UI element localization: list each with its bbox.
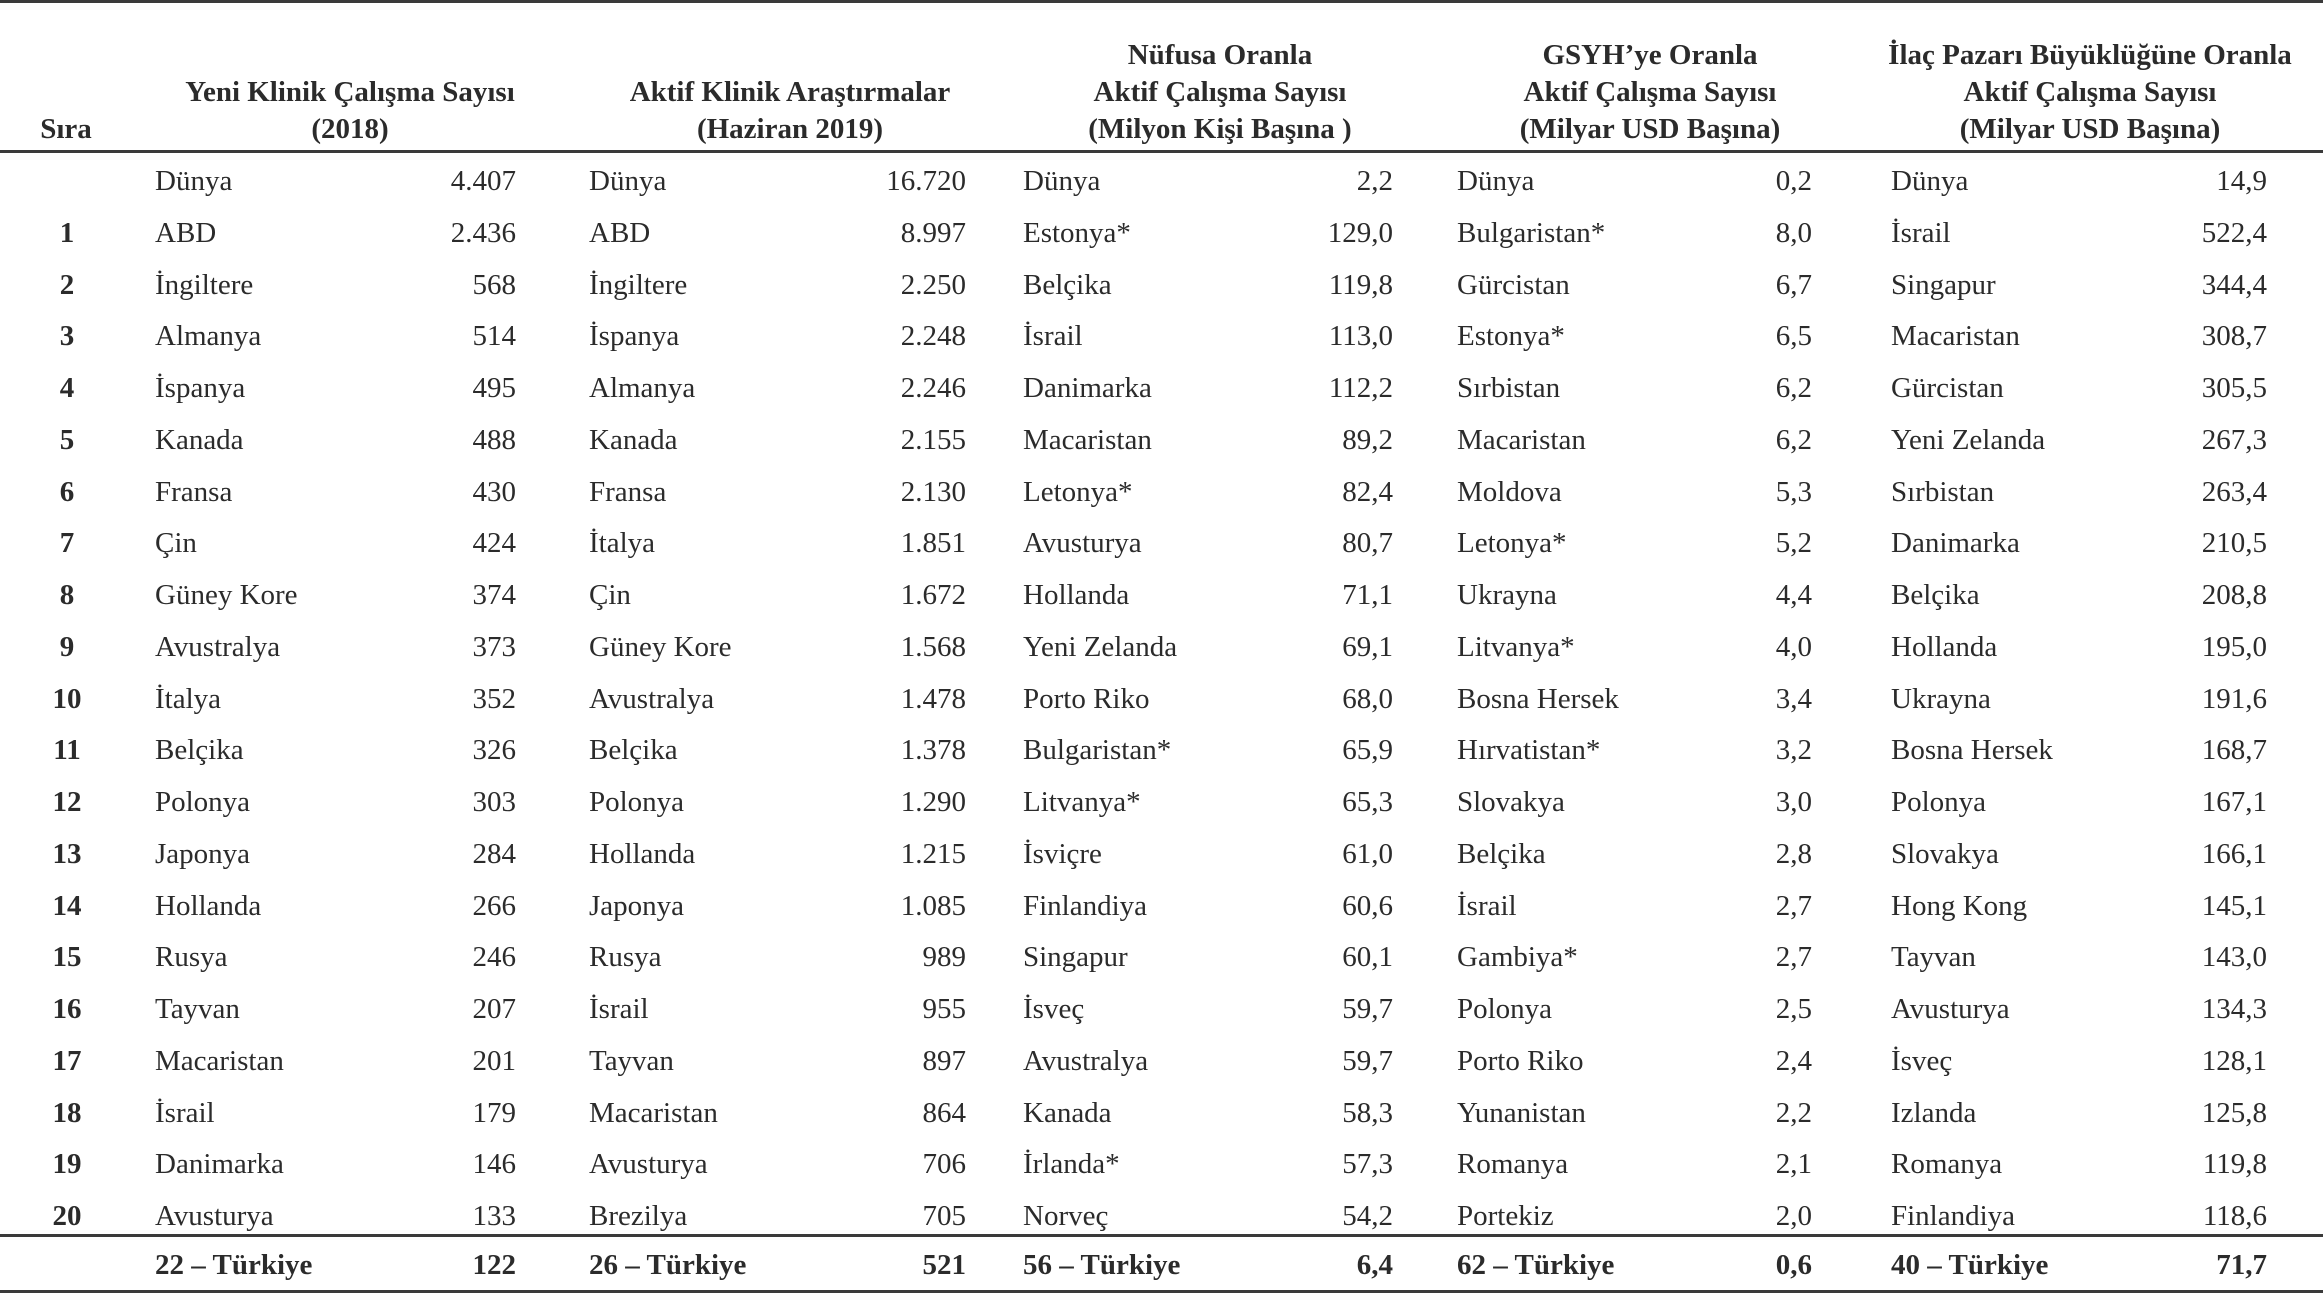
country-name: Brezilya (589, 1200, 688, 1232)
country-value: 4.407 (450, 165, 516, 197)
country-value: 1.568 (900, 630, 966, 663)
country-name: İsrail (1457, 889, 1517, 922)
country-value: 2.130 (900, 475, 966, 508)
country-value: 4,4 (1775, 579, 1812, 611)
country-name: Slovakya (1891, 837, 1999, 870)
country-name: Yeni Zelanda (1891, 423, 2046, 456)
country-value: 2,7 (1775, 889, 1812, 922)
country-value: 2,2 (1356, 165, 1393, 197)
country-name: İspanya (155, 372, 246, 404)
country-name: Macaristan (589, 1096, 718, 1129)
country-value: 1.215 (900, 837, 966, 870)
country-value: 16.720 (886, 165, 966, 197)
country-name: Letonya* (1023, 475, 1133, 508)
country-name: Dünya (155, 165, 233, 197)
table-row (0, 517, 2323, 569)
country-value: 57,3 (1342, 1148, 1393, 1181)
country-name: Fransa (155, 475, 233, 508)
country-value: 6,5 (1775, 320, 1812, 353)
country-value: 373 (472, 630, 516, 663)
country-name: Tayvan (589, 1044, 674, 1077)
country-value: 143,0 (2201, 941, 2267, 974)
country-name: Rusya (589, 941, 662, 974)
country-value: 208,8 (2201, 579, 2267, 611)
country-name: Danimarka (155, 1148, 284, 1181)
rank-number: 12 (52, 786, 82, 818)
country-value: 352 (472, 682, 516, 715)
country-name: Macaristan (155, 1044, 284, 1077)
country-name: Gürcistan (1891, 372, 2004, 404)
country-name: İsrail (1891, 216, 1951, 249)
table-row (0, 259, 2323, 311)
turkiye-value-per-pharma-market: 71,7 (2216, 1249, 2267, 1281)
header-per-pharma-market (1860, 36, 2320, 148)
country-name: Macaristan (1023, 423, 1152, 456)
country-value: 1.672 (900, 579, 966, 611)
country-value: 1.085 (900, 889, 966, 922)
country-name: Avusturya (155, 1200, 274, 1232)
header-line: GSYH’ye Oranla (1542, 39, 1758, 71)
rank-number: 18 (52, 1096, 82, 1129)
country-name: Finlandiya (1023, 889, 1148, 922)
country-value: 246 (472, 941, 516, 974)
country-value: 2.250 (900, 268, 966, 301)
turkiye-rank-per-population: 56 – Türkiye (1023, 1249, 1181, 1281)
rank-number: 6 (59, 475, 75, 508)
country-name: İsveç (1023, 993, 1085, 1025)
rank-number: 19 (52, 1148, 82, 1181)
country-name: Estonya* (1457, 320, 1565, 353)
country-value: 118,6 (2202, 1200, 2267, 1232)
turkiye-value-per-population: 6,4 (1356, 1249, 1393, 1281)
country-name: Hollanda (589, 837, 696, 870)
country-value: 5,2 (1775, 527, 1812, 560)
country-value: 284 (472, 837, 516, 870)
country-name: İsveç (1891, 1044, 1953, 1077)
header-new-trials (150, 36, 550, 148)
turkiye-value-active-trials: 521 (922, 1249, 966, 1281)
country-name: Avusturya (1891, 993, 2010, 1025)
country-value: 2,8 (1775, 837, 1812, 870)
country-value: 2,1 (1775, 1148, 1812, 1181)
rank-number: 11 (53, 734, 81, 767)
header-line: (2018) (311, 113, 389, 145)
country-value: 82,4 (1342, 475, 1393, 508)
turkiye-rank-active-trials: 26 – Türkiye (589, 1249, 747, 1281)
rank-number: 14 (52, 889, 82, 922)
country-value: 2.155 (900, 423, 966, 456)
country-value: 989 (922, 941, 966, 974)
turkiye-rank-new-trials: 22 – Türkiye (155, 1249, 313, 1281)
table-row (0, 207, 2323, 259)
country-value: 145,1 (2201, 889, 2267, 922)
country-value: 167,1 (2201, 786, 2267, 818)
country-name: Bosna Hersek (1457, 682, 1619, 715)
country-value: 706 (922, 1148, 966, 1181)
header-line: İlaç Pazarı Büyüklüğüne Oranla (1888, 39, 2292, 71)
header-per-gdp (1440, 36, 1860, 148)
country-name: Polonya (1457, 993, 1553, 1025)
country-value: 1.290 (900, 786, 966, 818)
country-value: 59,7 (1342, 1044, 1393, 1077)
country-value: 568 (472, 268, 516, 301)
country-value: 54,2 (1342, 1200, 1393, 1232)
country-value: 8,0 (1775, 216, 1812, 249)
country-value: 3,4 (1775, 682, 1812, 715)
country-value: 308,7 (2201, 320, 2267, 353)
country-name: Bulgaristan* (1457, 216, 1606, 249)
country-name: Rusya (155, 941, 228, 974)
country-name: Singapur (1023, 941, 1128, 974)
rank-number: 17 (52, 1044, 82, 1077)
country-value: 195,0 (2201, 630, 2267, 663)
country-name: Çin (589, 579, 631, 611)
country-name: ABD (589, 216, 651, 249)
country-value: 89,2 (1342, 423, 1393, 456)
country-name: Polonya (589, 786, 685, 818)
header-per-population (1010, 36, 1430, 148)
country-value: 113,0 (1328, 320, 1393, 353)
country-value: 266 (472, 889, 516, 922)
country-value: 179 (472, 1096, 516, 1129)
country-name: Romanya (1891, 1148, 2003, 1181)
country-value: 119,8 (2202, 1148, 2267, 1181)
country-value: 0,2 (1775, 165, 1812, 197)
country-value: 3,2 (1775, 734, 1812, 767)
country-name: Çin (155, 527, 197, 560)
country-name: Kanada (589, 423, 678, 456)
country-value: 1.478 (900, 682, 966, 715)
rank-number: 20 (52, 1200, 82, 1232)
country-name: Hong Kong (1891, 889, 2028, 922)
header-line: (Haziran 2019) (696, 113, 884, 145)
table-row (0, 621, 2323, 673)
country-value: 374 (472, 579, 516, 611)
country-name: Macaristan (1891, 320, 2020, 353)
country-name: Gambiya* (1457, 941, 1578, 974)
turkiye-rank-per-gdp: 62 – Türkiye (1457, 1249, 1615, 1281)
country-value: 125,8 (2201, 1096, 2267, 1129)
country-name: Avustralya (589, 682, 715, 715)
country-value: 488 (472, 423, 516, 456)
header-line: Aktif Çalışma Sayısı (1093, 76, 1347, 108)
country-value: 514 (472, 320, 516, 353)
country-name: Hırvatistan* (1457, 734, 1601, 767)
country-value: 344,4 (2201, 268, 2267, 301)
country-value: 2.248 (900, 320, 966, 353)
country-value: 191,6 (2201, 682, 2267, 715)
country-value: 705 (922, 1200, 966, 1232)
header-line: (Milyar USD Başına) (1959, 113, 2221, 145)
country-name: Almanya (589, 372, 696, 404)
country-value: 305,5 (2201, 372, 2267, 404)
country-name: Ukrayna (1457, 579, 1557, 611)
country-value: 133 (472, 1200, 516, 1232)
country-name: Avusturya (1023, 527, 1142, 560)
footer-rule (0, 1234, 2323, 1237)
header-sira-label: Sıra (40, 113, 92, 145)
country-name: Tayvan (155, 993, 240, 1025)
table-row (0, 362, 2323, 414)
country-name: İsrail (155, 1096, 215, 1129)
country-value: 326 (472, 734, 516, 767)
country-value: 166,1 (2201, 837, 2267, 870)
country-name: Dünya (589, 165, 667, 197)
country-value: 65,9 (1342, 734, 1393, 767)
country-name: İtalya (589, 527, 656, 560)
country-name: Polonya (1891, 786, 1987, 818)
country-name: İngiltere (589, 268, 688, 301)
country-name: Polonya (155, 786, 251, 818)
rank-number: 4 (59, 372, 75, 404)
country-value: 6,2 (1775, 372, 1812, 404)
country-value: 430 (472, 475, 516, 508)
country-name: Belçika (155, 734, 244, 767)
country-value: 4,0 (1775, 630, 1812, 663)
country-value: 129,0 (1327, 216, 1393, 249)
country-value: 112,2 (1328, 372, 1393, 404)
country-name: Belçika (1457, 837, 1546, 870)
table-row (0, 1035, 2323, 1087)
table-row (0, 1087, 2323, 1139)
table-row (0, 155, 2323, 207)
country-value: 3,0 (1775, 786, 1812, 818)
country-value: 128,1 (2201, 1044, 2267, 1077)
country-name: Güney Kore (589, 630, 732, 663)
table-row (0, 776, 2323, 828)
rank-number: 3 (59, 320, 75, 353)
country-value: 60,6 (1342, 889, 1393, 922)
rank-number: 9 (59, 630, 75, 663)
country-value: 2.436 (450, 216, 516, 249)
country-name: Gürcistan (1457, 268, 1570, 301)
rank-number: 10 (52, 682, 82, 715)
turkiye-value-new-trials: 122 (472, 1249, 516, 1281)
country-value: 134,3 (2201, 993, 2267, 1025)
country-name: İtalya (155, 682, 222, 715)
rank-number: 2 (59, 268, 75, 301)
country-name: Singapur (1891, 268, 1996, 301)
country-value: 1.851 (900, 527, 966, 560)
header-line: Aktif Çalışma Sayısı (1963, 76, 2217, 108)
table-row (0, 673, 2323, 725)
country-name: Güney Kore (155, 579, 298, 611)
rank-number: 5 (59, 423, 75, 456)
header-sira (36, 36, 96, 148)
country-name: Sırbistan (1891, 475, 1995, 508)
table-row (0, 983, 2323, 1035)
table-row (0, 569, 2323, 621)
country-value: 1.378 (900, 734, 966, 767)
header-line: Nüfusa Oranla (1127, 39, 1313, 71)
country-value: 6,2 (1775, 423, 1812, 456)
country-value: 263,4 (2201, 475, 2267, 508)
country-name: Kanada (155, 423, 244, 456)
country-name: Litvanya* (1457, 630, 1575, 663)
table-row (0, 931, 2323, 983)
country-name: Sırbistan (1457, 372, 1561, 404)
country-value: 2.246 (900, 372, 966, 404)
country-name: Porto Riko (1023, 682, 1150, 715)
country-name: Avustralya (155, 630, 281, 663)
header-line: (Milyon Kişi Başına ) (1088, 113, 1352, 145)
table-row (0, 466, 2323, 518)
country-name: İspanya (589, 320, 680, 353)
country-value: 58,3 (1342, 1096, 1393, 1129)
country-value: 955 (922, 993, 966, 1025)
country-name: İrlanda* (1023, 1148, 1120, 1181)
country-name: Litvanya* (1023, 786, 1141, 818)
country-value: 14,9 (2216, 165, 2267, 197)
country-name: İsrail (1023, 320, 1083, 353)
table-row (0, 414, 2323, 466)
country-name: Avustralya (1023, 1044, 1149, 1077)
country-name: Hollanda (1891, 630, 1998, 663)
turkiye-value-per-gdp: 0,6 (1775, 1249, 1812, 1281)
country-value: 59,7 (1342, 993, 1393, 1025)
country-name: Dünya (1457, 165, 1535, 197)
country-value: 207 (472, 993, 516, 1025)
country-name: Yunanistan (1457, 1096, 1586, 1129)
country-name: Dünya (1891, 165, 1969, 197)
country-value: 60,1 (1342, 941, 1393, 974)
country-name: Finlandiya (1891, 1200, 2016, 1232)
country-value: 201 (472, 1044, 516, 1077)
header-line: Yeni Klinik Çalışma Sayısı (185, 76, 515, 108)
country-name: Belçika (1891, 579, 1980, 611)
header-line: Aktif Klinik Araştırmalar (629, 76, 951, 108)
header-line: (Milyar USD Başına) (1519, 113, 1781, 145)
country-value: 864 (922, 1096, 966, 1129)
country-name: Bosna Hersek (1891, 734, 2053, 767)
country-value: 2,7 (1775, 941, 1812, 974)
country-name: Izlanda (1891, 1096, 1977, 1129)
rank-number: 15 (52, 941, 82, 974)
country-value: 69,1 (1342, 630, 1393, 663)
country-value: 210,5 (2201, 527, 2267, 560)
country-name: Avusturya (589, 1148, 708, 1181)
country-value: 2,2 (1775, 1096, 1812, 1129)
country-value: 6,7 (1775, 268, 1812, 301)
country-name: Slovakya (1457, 786, 1565, 818)
country-value: 424 (472, 527, 516, 560)
country-name: Estonya* (1023, 216, 1131, 249)
bottom-rule (0, 1290, 2323, 1293)
top-rule (0, 0, 2323, 3)
table-row (0, 880, 2323, 932)
country-name: İngiltere (155, 268, 254, 301)
country-value: 68,0 (1342, 682, 1393, 715)
country-value: 522,4 (2201, 216, 2267, 249)
country-value: 168,7 (2201, 734, 2267, 767)
rank-number: 7 (59, 527, 75, 560)
country-name: Hollanda (1023, 579, 1130, 611)
country-name: Almanya (155, 320, 262, 353)
country-value: 119,8 (1328, 268, 1393, 301)
country-name: Japonya (589, 889, 685, 922)
rank-number: 8 (59, 579, 75, 611)
header-rule (0, 150, 2323, 153)
turkiye-rank-per-pharma-market: 40 – Türkiye (1891, 1249, 2049, 1281)
country-name: Letonya* (1457, 527, 1567, 560)
country-value: 303 (472, 786, 516, 818)
table-row (0, 310, 2323, 362)
rank-number: 16 (52, 993, 82, 1025)
country-name: Ukrayna (1891, 682, 1991, 715)
table-row (0, 724, 2323, 776)
country-name: İsrail (589, 993, 649, 1025)
country-value: 5,3 (1775, 475, 1812, 508)
country-value: 2,5 (1775, 993, 1812, 1025)
country-name: Macaristan (1457, 423, 1586, 456)
country-value: 8.997 (900, 216, 966, 249)
rank-number: 13 (52, 837, 82, 870)
country-name: Bulgaristan* (1023, 734, 1172, 767)
country-name: Hollanda (155, 889, 262, 922)
country-name: İsviçre (1023, 837, 1102, 870)
country-name: Danimarka (1023, 372, 1152, 404)
country-value: 146 (472, 1148, 516, 1181)
table-row (0, 1138, 2323, 1190)
turkiye-row (0, 1239, 2323, 1291)
country-name: Yeni Zelanda (1023, 630, 1178, 663)
rank-number: 1 (59, 216, 75, 249)
table-row (0, 828, 2323, 880)
country-name: Danimarka (1891, 527, 2020, 560)
country-value: 267,3 (2201, 423, 2267, 456)
header-active-trials (570, 36, 1010, 148)
country-value: 2,0 (1775, 1200, 1812, 1232)
country-value: 65,3 (1342, 786, 1393, 818)
country-value: 897 (922, 1044, 966, 1077)
country-name: Kanada (1023, 1096, 1112, 1129)
country-name: Belçika (589, 734, 678, 767)
country-value: 61,0 (1342, 837, 1393, 870)
country-name: Dünya (1023, 165, 1101, 197)
country-name: Fransa (589, 475, 667, 508)
country-value: 495 (472, 372, 516, 404)
header-line: Aktif Çalışma Sayısı (1523, 76, 1777, 108)
country-name: Moldova (1457, 475, 1562, 508)
country-name: Porto Riko (1457, 1044, 1584, 1077)
country-value: 80,7 (1342, 527, 1393, 560)
country-name: ABD (155, 216, 217, 249)
country-name: Portekiz (1457, 1200, 1554, 1232)
country-value: 71,1 (1342, 579, 1393, 611)
country-name: Japonya (155, 837, 251, 870)
country-name: Belçika (1023, 268, 1112, 301)
country-name: Norveç (1023, 1200, 1109, 1232)
country-name: Tayvan (1891, 941, 1976, 974)
country-name: Romanya (1457, 1148, 1569, 1181)
country-value: 2,4 (1775, 1044, 1812, 1077)
